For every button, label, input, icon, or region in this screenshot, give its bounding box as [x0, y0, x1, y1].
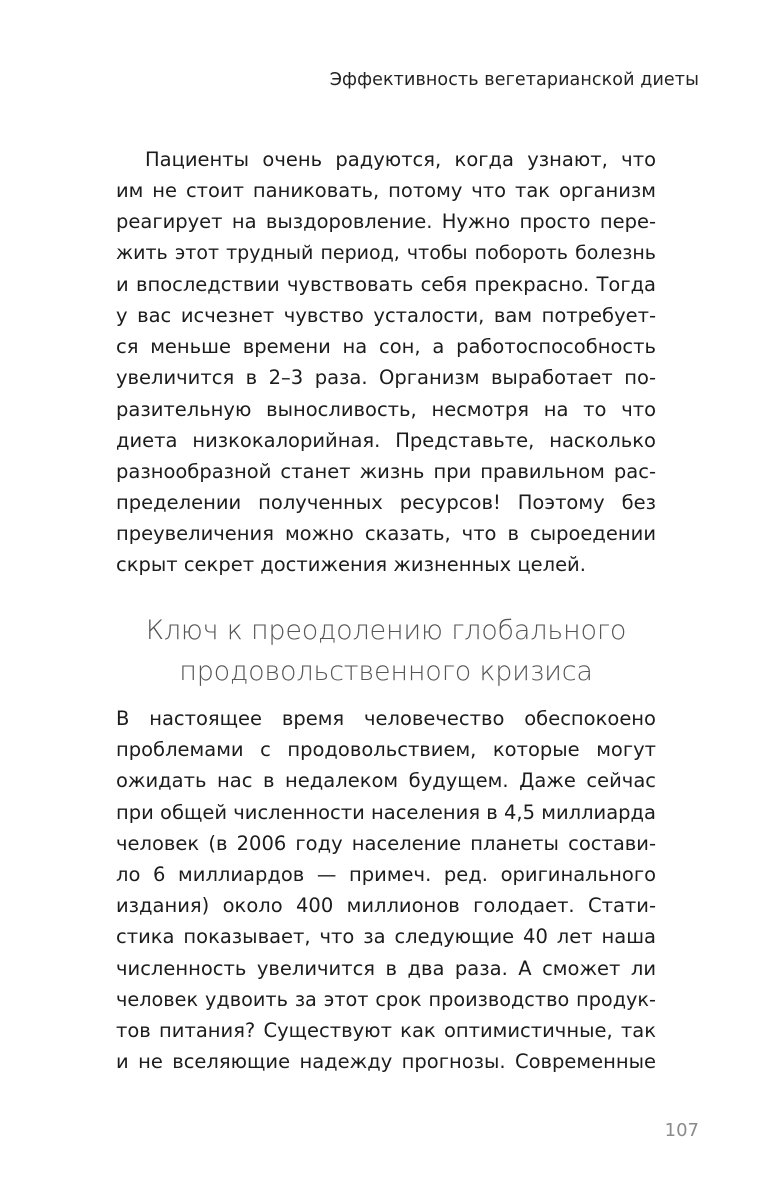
paragraph-line: численность увеличится в два раза. А сможет ли: [116, 956, 656, 980]
paragraph-line: человек удвоить за этот срок производство продук-: [116, 987, 656, 1011]
section-heading-line: продовольственного кризиса: [179, 656, 593, 687]
paragraph-line: и впоследствии чувствовать себя прекрасно. Тогда: [116, 272, 656, 296]
paragraph-line: В настоящее время человечество обеспокоено: [116, 707, 656, 730]
paragraph-line: преувеличения можно сказать, что в сыроедении: [116, 522, 656, 546]
paragraph-line: реагирует на выздоровление. Нужно просто пере-: [116, 210, 656, 234]
page-number: 107: [664, 1120, 699, 1141]
paragraph-line: разительную выносливость, несмотря на то что: [116, 397, 656, 421]
paragraph-line: проблемами с продовольствием, которые могут: [116, 738, 656, 762]
paragraph-line: ожидать нас в недалеком будущем. Даже сейчас: [116, 769, 656, 793]
section-heading-line: Ключ к преодолению глобального: [145, 615, 627, 646]
paragraph-line: издания) около 400 миллионов голодает. Стати-: [116, 894, 656, 918]
paragraph-line: увеличится в 2–3 раза. Организм выработает по-: [116, 366, 656, 390]
paragraph-line: ло 6 миллиардов — примеч. ред. оригинального: [116, 862, 656, 886]
paragraph-line: стика показывает, что за следующие 40 лет наша: [116, 925, 656, 949]
paragraph-line: жить этот трудный период, чтобы побороть болезнь: [116, 241, 656, 264]
section-heading: [116, 610, 656, 692]
paragraph-line: пределении полученных ресурсов! Поэтому без: [116, 491, 656, 515]
paragraph-line: Пациенты очень радуются, когда узнают, что: [145, 148, 656, 171]
paragraph-line: при общей численности населения в 4,5 миллиарда: [116, 800, 656, 824]
paragraph-line: человек (в 2006 году население планеты состави-: [116, 831, 656, 855]
paragraph-line: у вас исчезнет чувство усталости, вам потребует-: [116, 303, 656, 327]
paragraph-1: [116, 144, 656, 581]
paragraph-line: диета низкокалорийная. Представьте, насколько: [116, 428, 656, 452]
paragraph-line: ся меньше времени на сон, а работоспособность: [116, 335, 656, 359]
running-head: Эффективность вегетарианской диеты: [329, 70, 699, 90]
paragraph-2: [116, 703, 656, 1077]
paragraph-line: и не вселяющие надежду прогнозы. Современные: [116, 1050, 656, 1074]
paragraph-line: разнообразной станет жизнь при правильном рас-: [116, 459, 656, 483]
paragraph-line: тов питания? Существуют как оптимистичные, так: [116, 1018, 656, 1042]
paragraph-line: им не стоит паниковать, потому что так организм: [116, 179, 656, 203]
paragraph-line: скрыт секрет достижения жизненных целей.: [116, 553, 586, 577]
